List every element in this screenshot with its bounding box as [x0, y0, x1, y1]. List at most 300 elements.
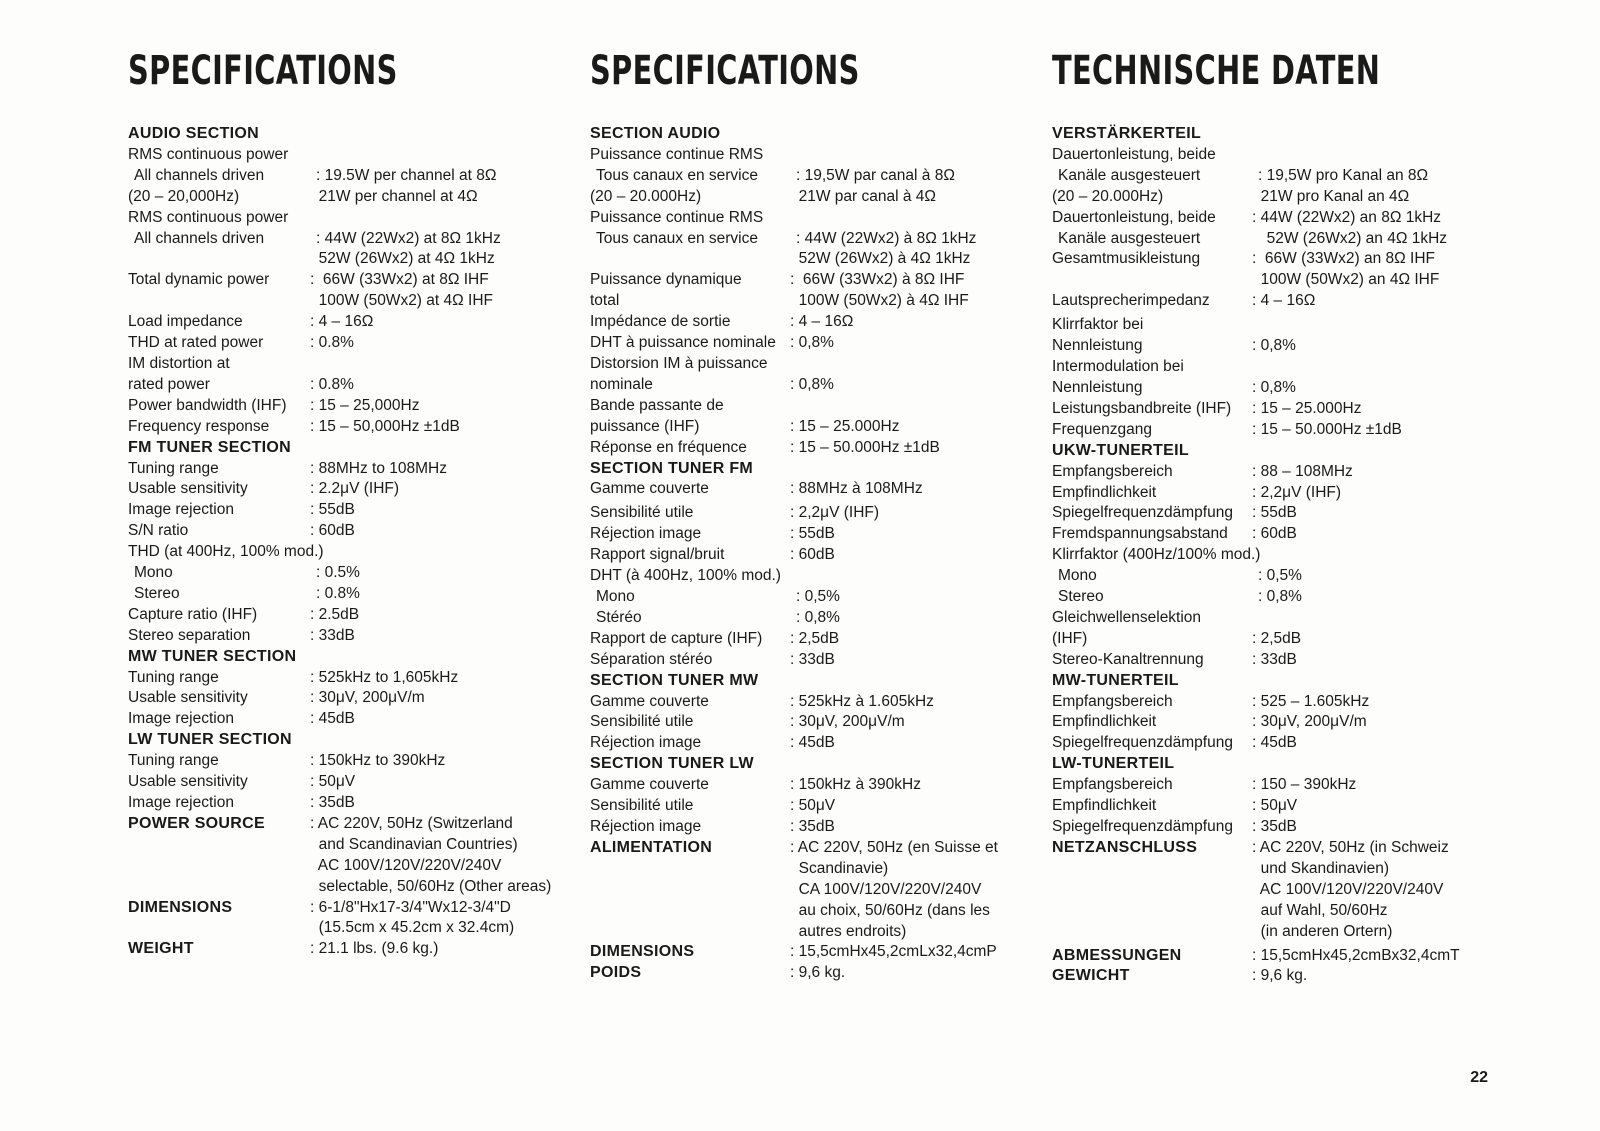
spec-label: Tous canaux en service: [596, 229, 758, 247]
spec-row: [128, 187, 568, 208]
section-heading: [590, 671, 1030, 692]
spec-label: Dauertonleistung, beide: [1052, 208, 1216, 226]
spec-row: [1052, 650, 1502, 671]
spec-value: 52W (26Wx2) an 4Ω 1kHz: [1258, 229, 1448, 247]
section-heading: [128, 898, 568, 919]
spec-value: : 0.8%: [310, 375, 354, 393]
spec-label: Kanäle ausgesteuert: [1058, 166, 1201, 184]
spec-row: [590, 229, 1030, 250]
section-heading: [590, 754, 1030, 775]
spec-label: Load impedance: [128, 313, 243, 331]
spec-label: Kanäle ausgesteuert: [1058, 229, 1201, 247]
spec-label: nominale: [590, 375, 653, 393]
spec-label: Klirrfaktor (400Hz/100% mod.): [1052, 546, 1261, 564]
section-heading-label: LW TUNER SECTION: [128, 731, 292, 749]
spec-value: : 15 – 50,000Hz ±1dB: [310, 417, 460, 435]
spec-value: 100W (50Wx2) à 4Ω IHF: [790, 292, 969, 310]
spec-row: [590, 312, 1030, 333]
spec-row: [1052, 208, 1502, 229]
spec-row: [1052, 229, 1502, 250]
spec-label: Gleichwellenselektion: [1052, 608, 1202, 626]
spec-row: [590, 712, 1030, 733]
spec-value: : 0,8%: [796, 608, 840, 626]
section-heading-label: VERSTÄRKERTEIL: [1052, 125, 1202, 142]
section-heading-label: SECTION AUDIO: [590, 125, 721, 142]
section-heading-label: POWER SOURCE: [128, 814, 265, 832]
section-heading: [1052, 754, 1502, 775]
spec-row: [1052, 357, 1502, 378]
spec-label: Impédance de sortie: [590, 313, 731, 331]
spec-label: Total dynamic power: [128, 271, 270, 289]
spec-row: [590, 692, 1030, 713]
spec-label: Puissance continue RMS: [590, 145, 764, 163]
spec-label: Gamme couverte: [590, 776, 709, 794]
spec-value: : 0,5%: [1258, 567, 1302, 585]
spec-value: : 2.2μV (IHF): [310, 480, 400, 498]
spec-value: : 88 – 108MHz: [1252, 462, 1353, 480]
spec-label: Klirrfaktor bei: [1052, 316, 1144, 334]
spec-row: [128, 626, 568, 647]
spec-row: [590, 880, 1030, 901]
spec-label: Réjection image: [590, 734, 702, 752]
spec-value: : 0,8%: [1252, 378, 1296, 396]
spec-value: Scandinavie): [790, 859, 889, 877]
spec-label: Usable sensitivity: [128, 480, 248, 498]
spec-row: [1052, 629, 1502, 650]
spec-row: [128, 918, 568, 939]
spec-value: : 9,6 kg.: [1252, 967, 1308, 985]
spec-row: [590, 354, 1030, 375]
spec-row: [590, 922, 1030, 943]
spec-row: [1052, 336, 1502, 357]
spec-row: [590, 859, 1030, 880]
spec-value: : 35dB: [790, 818, 835, 835]
spec-value: : 15 – 25,000Hz: [310, 396, 420, 414]
column-title: SPECIFICATIONS: [590, 48, 860, 94]
spec-row: [1052, 462, 1502, 483]
section-heading: [590, 942, 1030, 963]
spec-value: : 4 – 16Ω: [790, 313, 854, 331]
spec-row: [1052, 859, 1502, 880]
spec-value: : 66W (33Wx2) à 8Ω IHF: [790, 271, 965, 289]
spec-value: : 19.5W per channel at 8Ω: [316, 166, 497, 184]
spec-row: [1052, 270, 1502, 291]
section-heading-label: SECTION TUNER LW: [590, 755, 754, 773]
spec-row: [128, 751, 568, 772]
spec-list: [1052, 124, 1502, 987]
spec-value: : 88MHz à 108MHz: [790, 480, 923, 498]
spec-label: Réponse en fréquence: [590, 438, 747, 456]
spec-row: [128, 166, 568, 187]
spec-label: Tuning range: [128, 459, 219, 477]
spec-row: [128, 542, 568, 563]
spec-label: Gamme couverte: [590, 692, 709, 710]
spec-value: : 525 – 1.605kHz: [1252, 692, 1370, 710]
spec-row: [1052, 145, 1502, 166]
spec-label: Sensibilité utile: [590, 713, 694, 731]
spec-label: Tous canaux en service: [596, 166, 758, 184]
spec-list: [590, 124, 1030, 984]
spec-value: : 0.5%: [316, 564, 360, 582]
section-heading: [1052, 946, 1502, 967]
spec-value: : 6-1/8"Hx17-3/4"Wx12-3/4"D: [310, 898, 511, 916]
spec-label: Spiegelfrequenzdämpfung: [1052, 734, 1233, 752]
spec-value: : 15 – 50.000Hz ±1dB: [790, 438, 940, 456]
spec-value: : AC 220V, 50Hz (in Schweiz: [1252, 838, 1449, 856]
spec-value: : 2,5dB: [1252, 629, 1302, 647]
section-heading: [128, 939, 568, 960]
spec-row: [1052, 692, 1502, 713]
spec-value: CA 100V/120V/220V/240V: [790, 880, 982, 898]
spec-label: Puissance continue RMS: [590, 208, 764, 226]
spec-label: Capture ratio (IHF): [128, 605, 258, 623]
spec-label: Gesamtmusikleistung: [1052, 250, 1201, 268]
spec-row: [128, 375, 568, 396]
spec-value: selectable, 50/60Hz (Other areas): [310, 877, 552, 895]
column-title: SPECIFICATIONS: [128, 48, 398, 94]
spec-value: : 44W (22Wx2) à 8Ω 1kHz: [796, 229, 977, 247]
spec-label: RMS continuous power: [128, 208, 289, 226]
spec-row: [128, 563, 568, 584]
spec-value: : 35dB: [1252, 818, 1297, 835]
spec-row: [590, 796, 1030, 817]
spec-value: : 55dB: [1252, 504, 1297, 522]
spec-row: [590, 417, 1030, 438]
spec-row: [590, 524, 1030, 545]
spec-value: : 2,5dB: [790, 629, 840, 647]
spec-value: : 150 – 390kHz: [1252, 776, 1357, 794]
spec-row: [1052, 503, 1502, 524]
spec-value: : 55dB: [310, 501, 355, 519]
spec-label: Intermodulation bei: [1052, 358, 1184, 376]
spec-row: [128, 249, 568, 270]
spec-value: : 2,2μV (IHF): [1252, 483, 1342, 501]
section-heading: [1052, 838, 1502, 859]
section-heading: [128, 438, 568, 459]
spec-row: [590, 166, 1030, 187]
spec-label: Image rejection: [128, 710, 234, 728]
spec-value: 52W (26Wx2) à 4Ω 1kHz: [790, 250, 971, 268]
spec-row: [1052, 587, 1502, 608]
spec-label: Mono: [596, 588, 635, 606]
section-heading: [1052, 966, 1502, 987]
spec-row: [1052, 524, 1502, 545]
spec-label: Empfindlichkeit: [1052, 797, 1157, 815]
spec-value: : 60dB: [1252, 525, 1297, 543]
spec-label: Spiegelfrequenzdämpfung: [1052, 504, 1233, 522]
section-heading-label: GEWICHT: [1052, 967, 1130, 985]
spec-row: [1052, 420, 1502, 441]
spec-value: : 0,8%: [790, 334, 834, 352]
spec-label: Tuning range: [128, 668, 219, 686]
spec-value: : 525kHz à 1.605kHz: [790, 692, 934, 710]
spec-label: Stereo separation: [128, 626, 251, 644]
spec-row: [128, 291, 568, 312]
spec-value: : 33dB: [310, 626, 355, 644]
section-heading-label: WEIGHT: [128, 940, 194, 958]
spec-row: [1052, 817, 1502, 838]
spec-row: [1052, 796, 1502, 817]
spec-value: : 150kHz à 390kHz: [790, 776, 921, 794]
spec-value: : 2,2μV (IHF): [790, 504, 880, 522]
section-heading-label: DIMENSIONS: [128, 898, 233, 916]
section-heading: [590, 838, 1030, 859]
spec-row: [590, 479, 1030, 500]
spec-row: [128, 584, 568, 605]
spec-value: : 50μV: [790, 797, 836, 815]
spec-row: [128, 877, 568, 898]
spec-label: THD (at 400Hz, 100% mod.): [128, 543, 324, 561]
spec-label: Usable sensitivity: [128, 689, 248, 707]
spec-row: [128, 145, 568, 166]
spec-row: [1052, 922, 1502, 943]
spec-label: (IHF): [1052, 629, 1088, 647]
spec-row: [590, 587, 1030, 608]
spec-label: (20 – 20.000Hz): [1052, 187, 1164, 205]
spec-row: [590, 503, 1030, 524]
section-heading: [1052, 124, 1502, 145]
spec-label: Fremdspannungsabstand: [1052, 525, 1228, 543]
spec-value: : 45dB: [310, 710, 355, 728]
spec-list: [128, 124, 568, 960]
section-heading-label: NETZANSCHLUSS: [1052, 838, 1198, 856]
spec-label: DHT à puissance nominale: [590, 334, 776, 352]
spec-label: (20 – 20,000Hz): [128, 187, 240, 205]
spec-label: Mono: [134, 564, 173, 582]
column-title: TECHNISCHE DATEN: [1052, 48, 1381, 94]
spec-label: Séparation stéréo: [590, 650, 713, 668]
spec-value: (in anderen Ortern): [1252, 922, 1393, 940]
spec-row: [1052, 399, 1502, 420]
spec-value: : 0.8%: [310, 334, 354, 352]
spec-label: Stereo-Kanaltrennung: [1052, 650, 1204, 668]
spec-row: [1052, 249, 1502, 270]
spec-value: : 0,8%: [1252, 337, 1296, 355]
spec-row: [590, 629, 1030, 650]
spec-row: [128, 459, 568, 480]
spec-row: [590, 775, 1030, 796]
spec-value: : 15,5cmHx45,2cmBx32,4cmT: [1252, 946, 1460, 964]
spec-value: : 66W (33Wx2) an 8Ω IHF: [1252, 250, 1435, 268]
spec-row: [1052, 483, 1502, 504]
spec-label: Lautsprecherimpedanz: [1052, 292, 1210, 310]
section-heading: [1052, 671, 1502, 692]
section-heading: [590, 459, 1030, 480]
spec-label: (20 – 20.000Hz): [590, 187, 702, 205]
spec-value: : 88MHz to 108MHz: [310, 459, 447, 477]
spec-label: RMS continuous power: [128, 145, 289, 163]
section-heading-label: MW-TUNERTEIL: [1052, 671, 1179, 689]
section-heading-label: SECTION TUNER FM: [590, 459, 754, 477]
spec-label: Réjection image: [590, 525, 702, 543]
spec-value: 100W (50Wx2) an 4Ω IHF: [1252, 271, 1440, 289]
spec-label: IM distortion at: [128, 354, 230, 372]
spec-row: [1052, 291, 1502, 312]
spec-label: Power bandwidth (IHF): [128, 396, 287, 414]
spec-value: AC 100V/120V/220V/240V: [310, 856, 502, 874]
spec-row: [128, 270, 568, 291]
section-heading-label: POIDS: [590, 964, 642, 982]
spec-value: : 55dB: [790, 525, 835, 543]
spec-label: Sensibilité utile: [590, 797, 694, 815]
spec-value: 21W pro Kanal an 4Ω: [1252, 187, 1410, 205]
spec-label: Nennleistung: [1052, 378, 1143, 396]
spec-label: Empfindlichkeit: [1052, 483, 1157, 501]
spec-row: [1052, 775, 1502, 796]
spec-row: [590, 650, 1030, 671]
spec-row: [590, 438, 1030, 459]
spec-value: autres endroits): [790, 922, 907, 940]
section-heading-label: ALIMENTATION: [590, 838, 713, 856]
spec-row: [128, 668, 568, 689]
spec-row: [1052, 608, 1502, 629]
spec-value: (15.5cm x 45.2cm x 32.4cm): [310, 919, 515, 937]
spec-value: : 60dB: [310, 522, 355, 540]
spec-row: [128, 793, 568, 814]
spec-label: rated power: [128, 375, 210, 393]
spec-row: [590, 901, 1030, 922]
spec-row: [1052, 166, 1502, 187]
spec-row: [590, 396, 1030, 417]
section-heading: [128, 647, 568, 668]
spec-row: [590, 375, 1030, 396]
spec-value: : 2.5dB: [310, 605, 360, 623]
spec-label: Stereo: [134, 584, 180, 602]
section-heading-label: ABMESSUNGEN: [1052, 946, 1182, 964]
spec-row: [590, 208, 1030, 229]
spec-label: Puissance dynamique: [590, 271, 742, 289]
spec-label: Image rejection: [128, 794, 234, 811]
spec-row: [1052, 880, 1502, 901]
spec-value: : 30μV, 200μV/m: [1252, 713, 1367, 731]
spec-value: : 30μV, 200μV/m: [790, 713, 905, 731]
spec-row: [128, 709, 568, 730]
section-heading-label: DIMENSIONS: [590, 943, 695, 961]
spec-value: : 0,8%: [790, 375, 834, 393]
spec-value: : AC 220V, 50Hz (Switzerland: [310, 814, 513, 832]
spec-label: Empfindlichkeit: [1052, 713, 1157, 731]
spec-value: : 15 – 50.000Hz ±1dB: [1252, 420, 1402, 438]
spec-label: Usable sensitivity: [128, 773, 248, 791]
spec-row: [128, 605, 568, 626]
spec-value: : 30μV, 200μV/m: [310, 689, 425, 707]
spec-label: All channels driven: [134, 229, 265, 247]
section-heading: [590, 963, 1030, 984]
spec-value: : 60dB: [790, 546, 835, 564]
spec-label: Empfangsbereich: [1052, 776, 1173, 794]
section-heading: [590, 124, 1030, 145]
spec-value: : 45dB: [1252, 734, 1297, 752]
section-heading-label: UKW-TUNERTEIL: [1052, 441, 1189, 459]
spec-label: Rapport signal/bruit: [590, 546, 725, 564]
spec-label: Leistungsbandbreite (IHF): [1052, 399, 1232, 417]
spec-value: : 33dB: [790, 650, 835, 668]
section-heading-label: SECTION TUNER MW: [590, 671, 759, 689]
spec-value: : 15 – 25.000Hz: [1252, 399, 1362, 417]
spec-row: [128, 688, 568, 709]
spec-value: : 21.1 lbs. (9.6 kg.): [310, 940, 439, 958]
spec-value: : 19,5W par canal à 8Ω: [796, 166, 955, 184]
spec-value: : 15 – 25.000Hz: [790, 417, 900, 435]
spec-label: Empfangsbereich: [1052, 462, 1173, 480]
spec-row: [128, 229, 568, 250]
spec-label: Frequency response: [128, 417, 270, 435]
spec-row: [128, 417, 568, 438]
spec-value: : 0,8%: [1258, 588, 1302, 606]
spec-value: : 44W (22Wx2) an 8Ω 1kHz: [1252, 208, 1442, 226]
section-heading-label: FM TUNER SECTION: [128, 438, 292, 456]
spec-value: : 44W (22Wx2) at 8Ω 1kHz: [316, 229, 501, 247]
section-heading: [128, 814, 568, 835]
spec-value: au choix, 50/60Hz (dans les: [790, 901, 990, 919]
spec-value: 100W (50Wx2) at 4Ω IHF: [310, 292, 493, 310]
spec-row: [1052, 378, 1502, 399]
spec-row: [128, 354, 568, 375]
spec-value: : 66W (33Wx2) at 8Ω IHF: [310, 271, 489, 289]
spec-value: : 35dB: [310, 794, 355, 811]
spec-row: [590, 270, 1030, 291]
spec-row: [128, 333, 568, 354]
section-heading-label: AUDIO SECTION: [128, 125, 260, 142]
spec-value: : 4 – 16Ω: [310, 313, 374, 331]
spec-value: : AC 220V, 50Hz (en Suisse et: [790, 838, 998, 856]
spec-row: [590, 291, 1030, 312]
spec-row: [590, 608, 1030, 629]
spec-label: Distorsion IM à puissance: [590, 354, 768, 372]
spec-row: [128, 396, 568, 417]
spec-label: THD at rated power: [128, 334, 264, 352]
spec-row: [1052, 566, 1502, 587]
spec-value: AC 100V/120V/220V/240V: [1252, 880, 1444, 898]
spec-row: [590, 566, 1030, 587]
spec-label: Mono: [1058, 567, 1097, 585]
spec-label: S/N ratio: [128, 522, 189, 540]
spec-row: [1052, 545, 1502, 566]
spec-label: DHT (à 400Hz, 100% mod.): [590, 567, 781, 585]
spec-row: [128, 835, 568, 856]
spec-value: : 150kHz to 390kHz: [310, 752, 446, 770]
section-heading: [1052, 441, 1502, 462]
spec-row: [128, 208, 568, 229]
spec-row: [128, 479, 568, 500]
spec-row: [590, 187, 1030, 208]
spec-label: Empfangsbereich: [1052, 692, 1173, 710]
spec-row: [590, 733, 1030, 754]
spec-value: and Scandinavian Countries): [310, 835, 518, 853]
spec-label: puissance (IHF): [590, 417, 700, 435]
spec-row: [590, 545, 1030, 566]
spec-row: [590, 817, 1030, 838]
spec-row: [590, 249, 1030, 270]
spec-value: 21W par canal à 4Ω: [790, 187, 936, 205]
spec-row: [128, 500, 568, 521]
spec-label: Bande passante de: [590, 396, 724, 414]
spec-label: Frequenzgang: [1052, 420, 1152, 438]
spec-value: : 9,6 kg.: [790, 964, 846, 982]
spec-label: Rapport de capture (IHF): [590, 629, 763, 647]
spec-value: : 4 – 16Ω: [1252, 292, 1316, 310]
spec-value: auf Wahl, 50/60Hz: [1252, 901, 1388, 919]
section-heading-label: MW TUNER SECTION: [128, 647, 297, 665]
spec-label: All channels driven: [134, 166, 265, 184]
section-heading: [128, 730, 568, 751]
spec-row: [1052, 712, 1502, 733]
spec-row: [128, 772, 568, 793]
spec-value: : 50μV: [1252, 797, 1298, 815]
spec-label: total: [590, 292, 620, 310]
spec-label: Stereo: [1058, 588, 1104, 606]
spec-row: [128, 856, 568, 877]
